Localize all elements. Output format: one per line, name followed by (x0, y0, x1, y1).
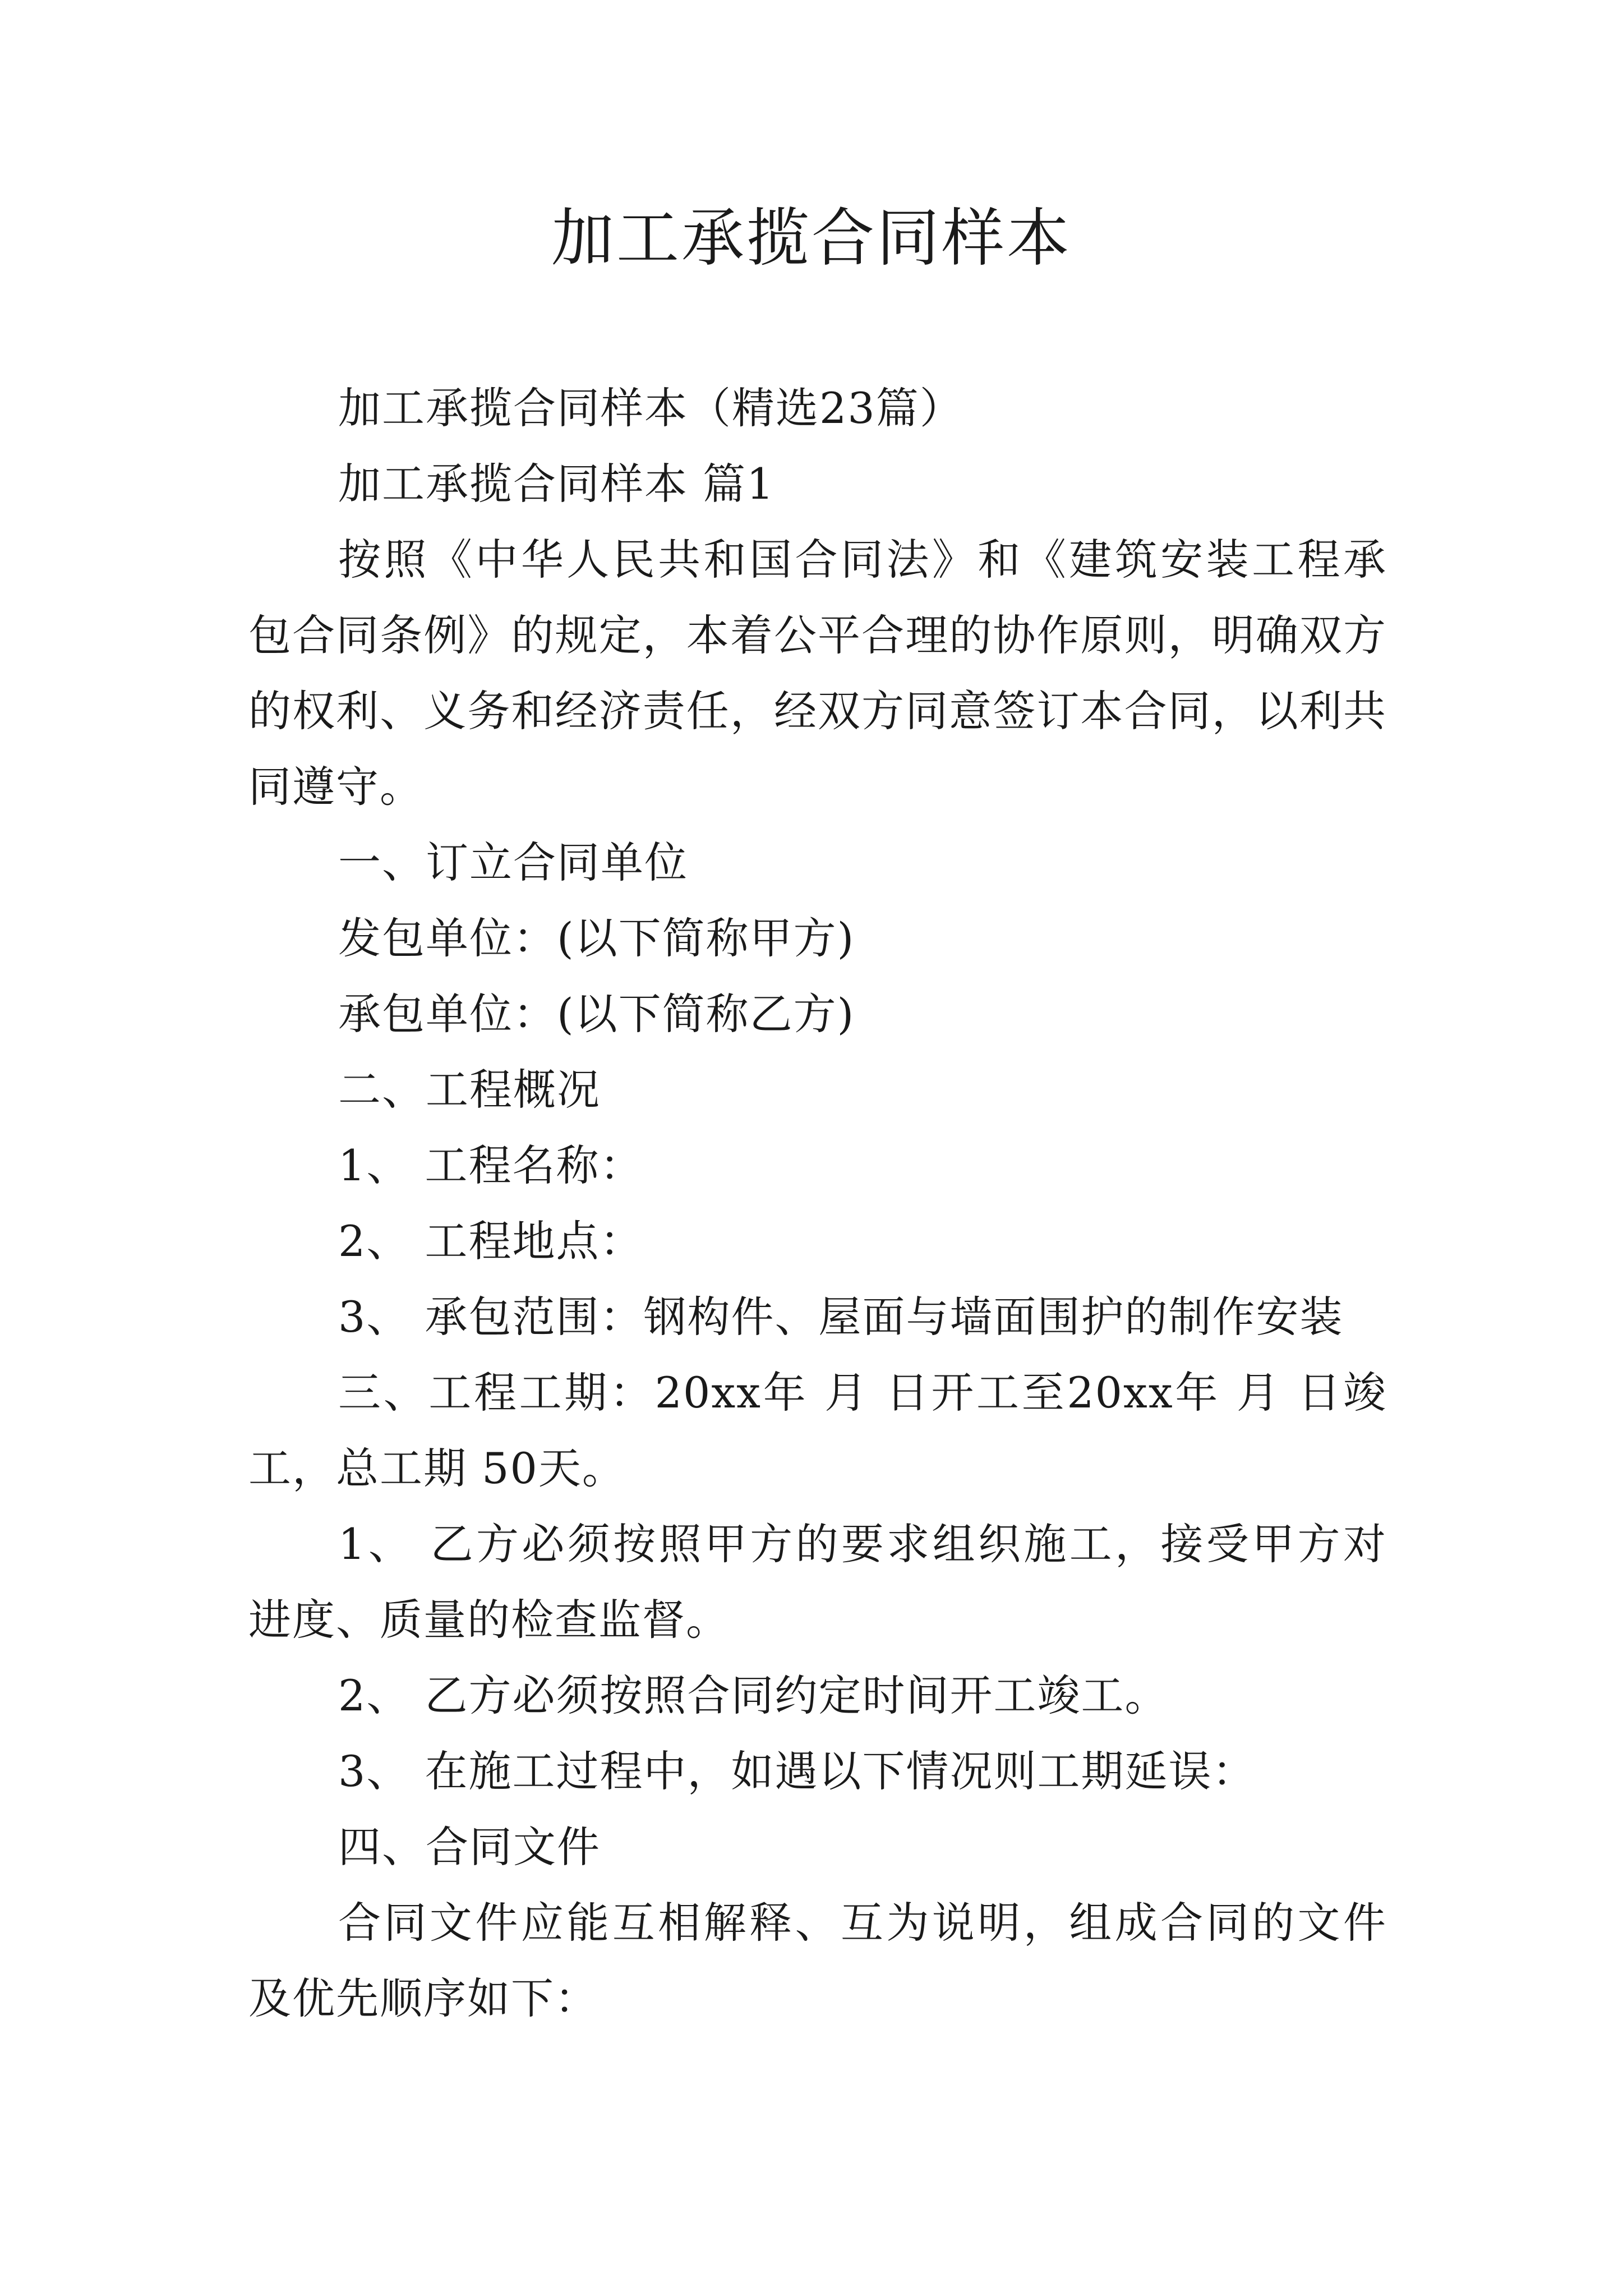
paragraph-subtitle: 加工承揽合同样本（精选23篇） (338, 383, 963, 433)
paragraph-heading-overview: 二、工程概况 (338, 1065, 601, 1115)
paragraph-party-b: 承包单位：(以下简称乙方) (338, 989, 855, 1039)
paragraph-project-location: 2、 工程地点： (338, 1216, 644, 1266)
paragraph-documents-order: 合同文件应能互相解释、互为说明，组成合同的文件及优先顺序如下： (248, 1898, 1387, 2023)
paragraph-heading-parties: 一、订立合同单位 (338, 838, 688, 887)
paragraph-schedule-item-2: 2、 乙方必须按照合同约定时间开工竣工。 (338, 1671, 1169, 1720)
paragraph-schedule-item-1: 1、 乙方必须按照甲方的要求组织施工，接受甲方对进度、质量的检查监督。 (248, 1519, 1387, 1645)
paragraph-schedule-item-3: 3、 在施工过程中，如遇以下情况则工期延误： (338, 1746, 1256, 1796)
paragraph-heading-documents: 四、合同文件 (338, 1822, 601, 1872)
document-title: 加工承揽合同样本 (551, 202, 1072, 275)
paragraph-section-heading: 加工承揽合同样本 篇1 (338, 459, 775, 509)
paragraph-scope: 3、 承包范围：钢构件、屋面与墙面围护的制作安装 (338, 1292, 1344, 1342)
paragraph-party-a: 发包单位：(以下简称甲方) (338, 913, 855, 963)
paragraph-preamble: 按照《中华人民共和国合同法》和《建筑安装工程承包合同条例》的规定，本着公平合理的协作原则，明确双方的权利、义务和经济责任，经双方同意签订本合同，以利共同遵守。 (248, 535, 1387, 812)
paragraph-schedule: 三、工程工期：20xx年 月 日开工至20xx年 月 日竣工，总工期 50天。 (248, 1368, 1387, 1493)
document-body (248, 370, 1387, 2036)
paragraph-project-name: 1、 工程名称： (338, 1140, 644, 1190)
